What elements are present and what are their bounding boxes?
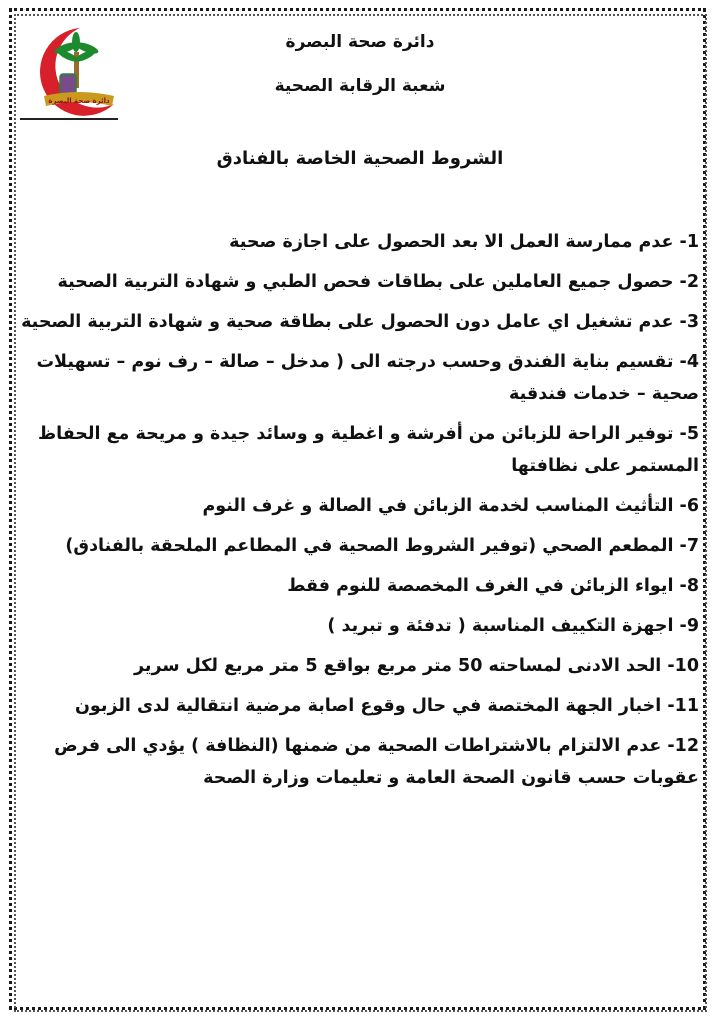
condition-item: 7- المطعم الصحي (توفير الشروط الصحية في المطاعم الملحقة بالفنادق): [65, 536, 699, 556]
condition-item: 10- الحد الادنى لمساحته 50 متر مربع بواقع 5 متر مربع لكل سرير: [133, 656, 699, 676]
conditions-list: [19, 226, 699, 802]
directorate-heading: دائرة صحة البصرة: [285, 32, 435, 52]
condition-item: 6- التأثيث المناسب لخدمة الزبائن في الصالة و غرف النوم: [202, 496, 699, 516]
logo-caption: دائرة صحة البصرة: [48, 97, 110, 105]
condition-item: 5- توفير الراحة للزبائن من أفرشة و اغطية و وسائد جيدة و مريحة مع الحفاظ المستمر على نظافتها: [37, 424, 699, 476]
condition-item: 3- عدم تشغيل اي عامل دون الحصول على بطاقة صحية و شهادة التربية الصحية: [21, 312, 699, 332]
logo-underline: [20, 118, 118, 120]
condition-item: 12- عدم الالتزام بالاشتراطات الصحية من ضمنها (النظافة ) يؤدي الى فرض عقوبات حسب قانون الصحة العامة و تعليمات وزارة الصحة: [54, 736, 699, 788]
basra-health-logo: [22, 22, 118, 122]
emblem-shield-icon: [60, 74, 76, 94]
condition-item: 8- ايواء الزبائن في الغرف المخصصة للنوم فقط: [287, 576, 699, 596]
condition-item: 1- عدم ممارسة العمل الا بعد الحصول على اجازة صحية: [229, 232, 699, 252]
condition-item: 2- حصول جميع العاملين على بطاقات فحص الطبي و شهادة التربية الصحية: [57, 272, 699, 292]
condition-item: 11- اخبار الجهة المختصة في حال وقوع اصابة مرضية انتقالية لدى الزبون: [74, 696, 699, 716]
division-heading: شعبة الرقابة الصحية: [274, 76, 446, 96]
condition-item: 9- اجهزة التكييف المناسبة ( تدفئة و تبريد ): [327, 616, 699, 636]
document-title: الشروط الصحية الخاصة بالفنادق: [216, 148, 504, 169]
condition-item: 4- تقسيم بناية الفندق وحسب درجته الى ( مدخل – صالة – رف نوم – تسهيلات صحية – خدمات فندقية: [36, 352, 699, 404]
